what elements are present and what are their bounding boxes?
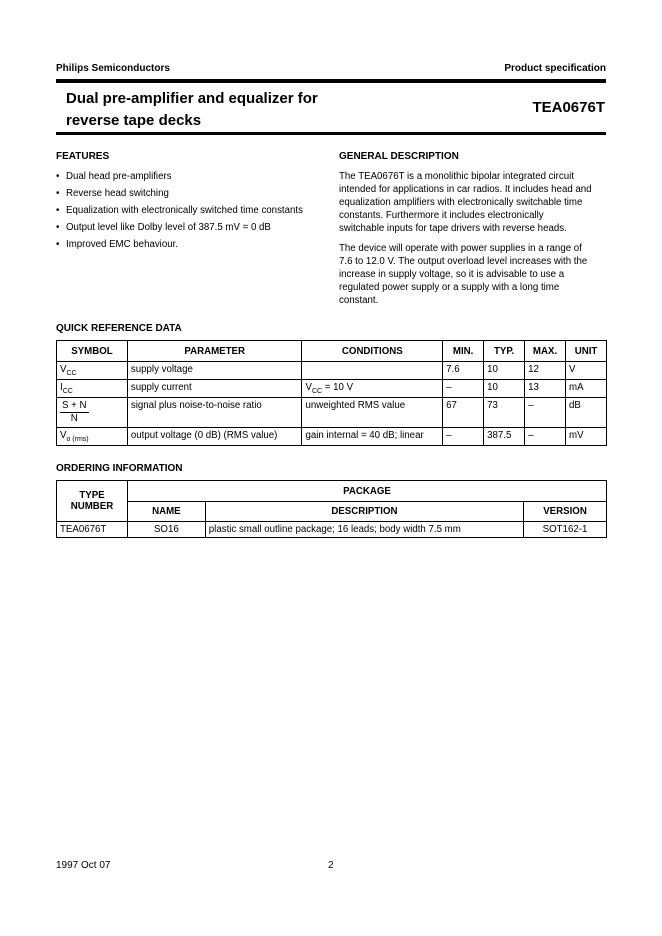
package-header: PACKAGE [127,481,606,502]
bullet-icon: • [56,171,60,182]
conditions-cell: unweighted RMS value [302,398,443,428]
general-description-paragraph-1: The TEA0676T is a monolithic bipolar integrated circuit intended for applications in car radios. It includes head and equalization amplifiers with electronically switchable time constants. Furthermore it includes electronically switchable inputs for tape drivers with reverse heads. [339,171,592,234]
unit-cell: dB [566,398,607,428]
max-cell: – [525,398,566,428]
typ-cell: 10 [484,362,525,380]
symbol-cell: $I_{CC}$ [57,380,128,398]
conditions-cell: gain internal = 40 dB; linear [302,428,443,446]
package-name-cell: SO16 [127,522,205,538]
document-title [66,88,406,132]
typ-cell: 387.5 [484,428,525,446]
unit-cell: mV [566,428,607,446]
list-item: • Improved EMC behaviour. [56,239,178,250]
table-row [57,380,607,398]
table-row [57,362,607,380]
column-header: UNIT [566,341,607,362]
table-row [57,428,607,446]
conditions-cell [302,362,443,380]
column-header: MIN. [443,341,484,362]
bullet-icon: • [56,205,60,216]
symbol-cell: $V_{CC}$ [57,362,128,380]
features-list [56,170,331,255]
min-cell: – [443,380,484,398]
symbol-cell [57,398,128,428]
type-number-header: TYPE NUMBER [57,481,128,522]
table-header-row [57,481,607,502]
column-header: DESCRIPTION [205,502,523,522]
min-cell: 67 [443,398,484,428]
title-line-1: Dual pre-amplifier and equalizer for [66,90,318,107]
part-number: TEA0676T [532,99,605,116]
bullet-icon: • [56,239,60,250]
list-item: • Reverse head switching [56,188,169,199]
max-cell: 12 [525,362,566,380]
quick-reference-heading: QUICK REFERENCE DATA [56,323,182,334]
min-cell: 7.6 [443,362,484,380]
column-header: TYP. [484,341,525,362]
list-item: • Output level like Dolby level of 387.5 mV = 0 dB [56,222,271,233]
ordering-table [56,480,607,538]
list-item: • Dual head pre-amplifiers [56,171,172,182]
typ-cell: 10 [484,380,525,398]
snr-fraction: $\frac{S + N}{N}$ [62,400,87,424]
general-description-heading: GENERAL DESCRIPTION [339,151,459,162]
table-row [57,398,607,428]
company-name: Philips Semiconductors [56,63,170,74]
bullet-icon: • [56,188,60,199]
package-description-cell: plastic small outline package; 16 leads; body width 7.5 mm [205,522,523,538]
footer-date: 1997 Oct 07 [56,860,111,871]
min-cell: – [443,428,484,446]
parameter-cell: output voltage (0 dB) (RMS value) [127,428,302,446]
parameter-cell: supply voltage [127,362,302,380]
conditions-cell: $V_{CC} = 10$ V [302,380,443,398]
column-header: VERSION [524,502,607,522]
column-header: SYMBOL [57,341,128,362]
column-header: CONDITIONS [302,341,443,362]
type-number-cell: TEA0676T [57,522,128,538]
column-header: MAX. [525,341,566,362]
unit-cell: V [566,362,607,380]
typ-cell: 73 [484,398,525,428]
max-cell: – [525,428,566,446]
parameter-cell: signal plus noise-to-noise ratio [127,398,302,428]
header-top-rule [56,79,606,83]
bullet-icon: • [56,222,60,233]
unit-cell: mA [566,380,607,398]
list-item: • Equalization with electronically switched time constants [56,205,303,216]
symbol-cell: $V_{o (rms)}$ [57,428,128,446]
column-header: NAME [127,502,205,522]
table-header-row [57,341,607,362]
table-subheader-row [57,502,607,522]
document-type: Product specification [504,63,606,74]
max-cell: 13 [525,380,566,398]
general-description-paragraph-2: The device will operate with power supplies in a range of 7.6 to 12.0 V. The output overload level increases with the increase in supply voltage, so it is advisable to use a regulated power supply or a supply with a long time constant. [339,243,588,306]
column-header: PARAMETER [127,341,302,362]
quick-reference-table [56,340,607,446]
title-line-2: reverse tape decks [66,112,202,129]
table-row [57,522,607,538]
header-bottom-rule [56,132,606,135]
parameter-cell: supply current [127,380,302,398]
features-heading: FEATURES [56,151,110,162]
ordering-heading: ORDERING INFORMATION [56,463,183,474]
page-number: 2 [328,860,334,871]
package-version-cell: SOT162-1 [524,522,607,538]
